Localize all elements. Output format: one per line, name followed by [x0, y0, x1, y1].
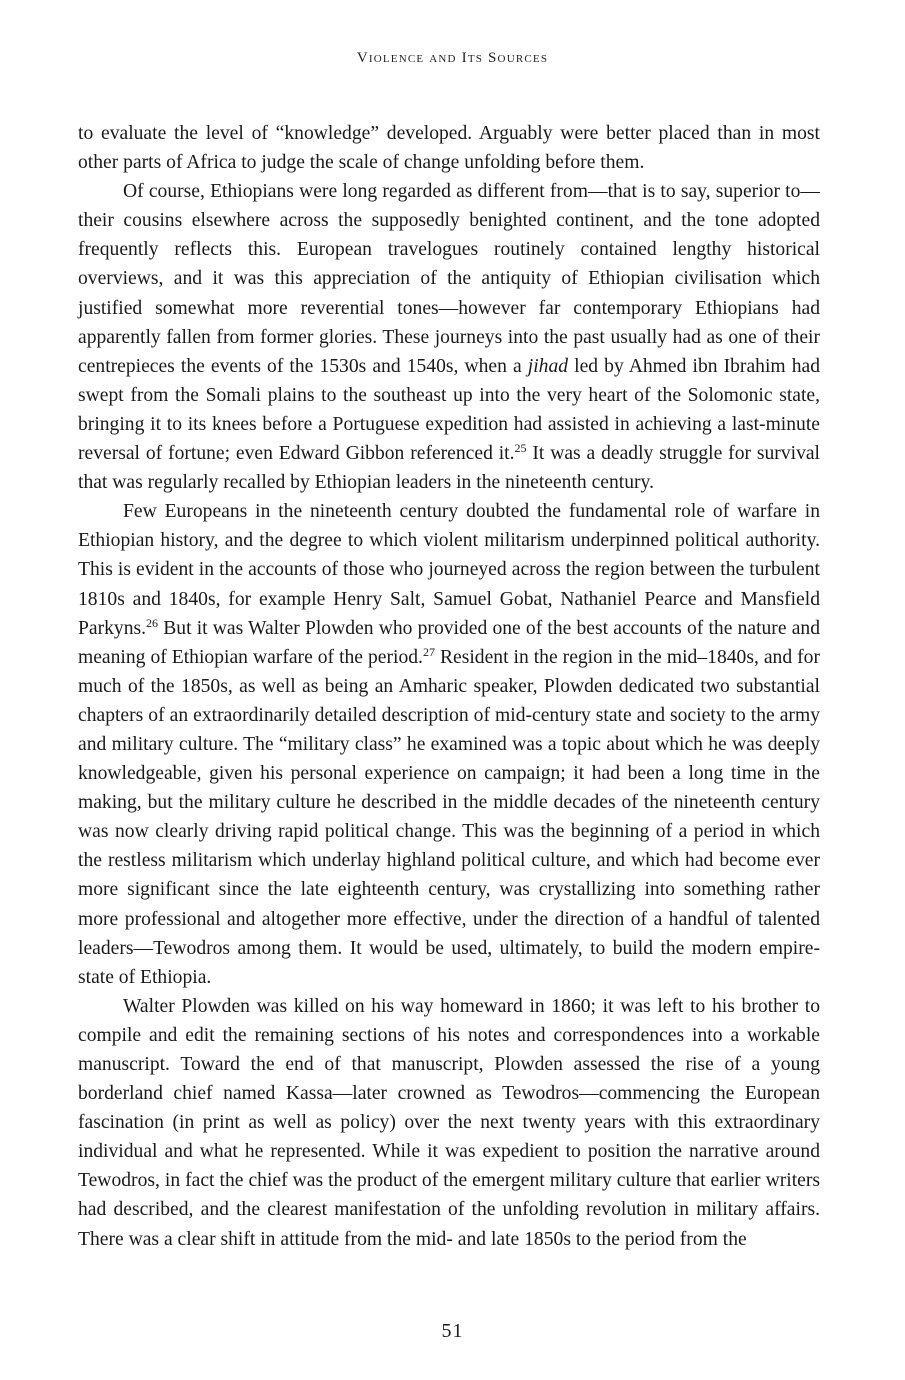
paragraph-3-text-c: Resident in the region in the mid–1840s, and for much of the 1850s, as well as being an Amharic speaker, Plowden dedicated two substantial chapters of an extraordinarily detailed description of mid-century state and society to the army and military culture. The “military class” he examined was a topic about which he was deeply knowledgeable, given his personal experience on campaign; it had been a long time in the making, but the military culture he described in the middle decades of the nineteenth century was now clearly driving rapid political change. This was the beginning of a period in which the restless militarism which underlay highland political culture, and which had become ever more significant since the late eighteenth century, was crystallizing into something rather more professional and altogether more effective, under the direction of a handful of talented leaders—Tewodros among them. It would be used, ultimately, to build the modern empire-state of Ethiopia.: [78, 646, 820, 988]
paragraph-3: [78, 497, 820, 992]
footnote-ref-26: 26: [146, 615, 159, 630]
paragraph-3-text-a: Few Europeans in the nineteenth century doubted the fundamental role of warfare in Ethiopian history, and the degree to which violent militarism underpinned political authority. This is evident in the accounts of those who journeyed across the region between the turbulent 1810s and 1840s, for example Henry Salt, Samuel Gobat, Nathaniel Pearce and Mansfield Parkyns.: [78, 501, 820, 639]
paragraph-3-text-b: But it was Walter Plowden who provided one of the best accounts of the nature and meaning of Ethiopian warfare of the period.: [78, 617, 820, 668]
paragraph-2-text-b: led by Ahmed ibn Ibrahim had swept from the Somali plains to the southeast up into the very heart of the Solomonic state, bringing it to its knees before a Portuguese expedition had assisted in achieving a last-minute reversal of fortune; even Edward Gibbon referenced it.: [78, 355, 821, 465]
paragraph-2-text-a: Of course, Ethiopians were long regarded as different from—that is to say, superior to—their cousins elsewhere across the supposedly benighted continent, and the tone adopted frequently reflects this. European travelogues routinely contained lengthy historical overviews, and it was this appreciation of the antiquity of Ethiopian civilisation which justified somewhat more reverential tones—however far contemporary Ethiopians had apparently fallen from former glories. These journeys into the past usually had as one of their centrepieces the events of the 1530s and 1540s, when a: [78, 181, 820, 377]
paragraph-4: Walter Plowden was killed on his way homeward in 1860; it was left to his brother to compile and edit the remaining sections of his notes and correspondences into a workable manuscript. Toward the end of that manuscript, Plowden assessed the rise of a young borderland chief named Kassa—later crowned as Tewodros—commencing the European fascination (in print as well as policy) over the next twenty years with this extraordinary individual and what he represented. While it was expedient to position the narrative around Tewodros, in fact the chief was the product of the emergent military culture that earlier writers had described, and the clearest manifestation of the unfolding revolution in military affairs. There was a clear shift in attitude from the mid- and late 1850s to the period from the: [78, 995, 820, 1250]
footnote-ref-27: 27: [422, 644, 435, 659]
footnote-ref-25: 25: [514, 441, 527, 456]
body-text: [78, 119, 820, 1254]
running-head: Violence and Its Sources: [356, 50, 549, 66]
jihad-term: jihad: [527, 355, 569, 377]
paragraph-1: to evaluate the level of “knowledge” developed. Arguably were better placed than in most other parts of Africa to judge the scale of change unfolding before them.: [78, 123, 820, 174]
page-number: 51: [441, 1320, 464, 1342]
paragraph-2-text-c: It was a deadly struggle for survival that was regularly recalled by Ethiopian leaders in the nineteenth century.: [78, 443, 820, 494]
paragraph-2: [78, 177, 820, 497]
